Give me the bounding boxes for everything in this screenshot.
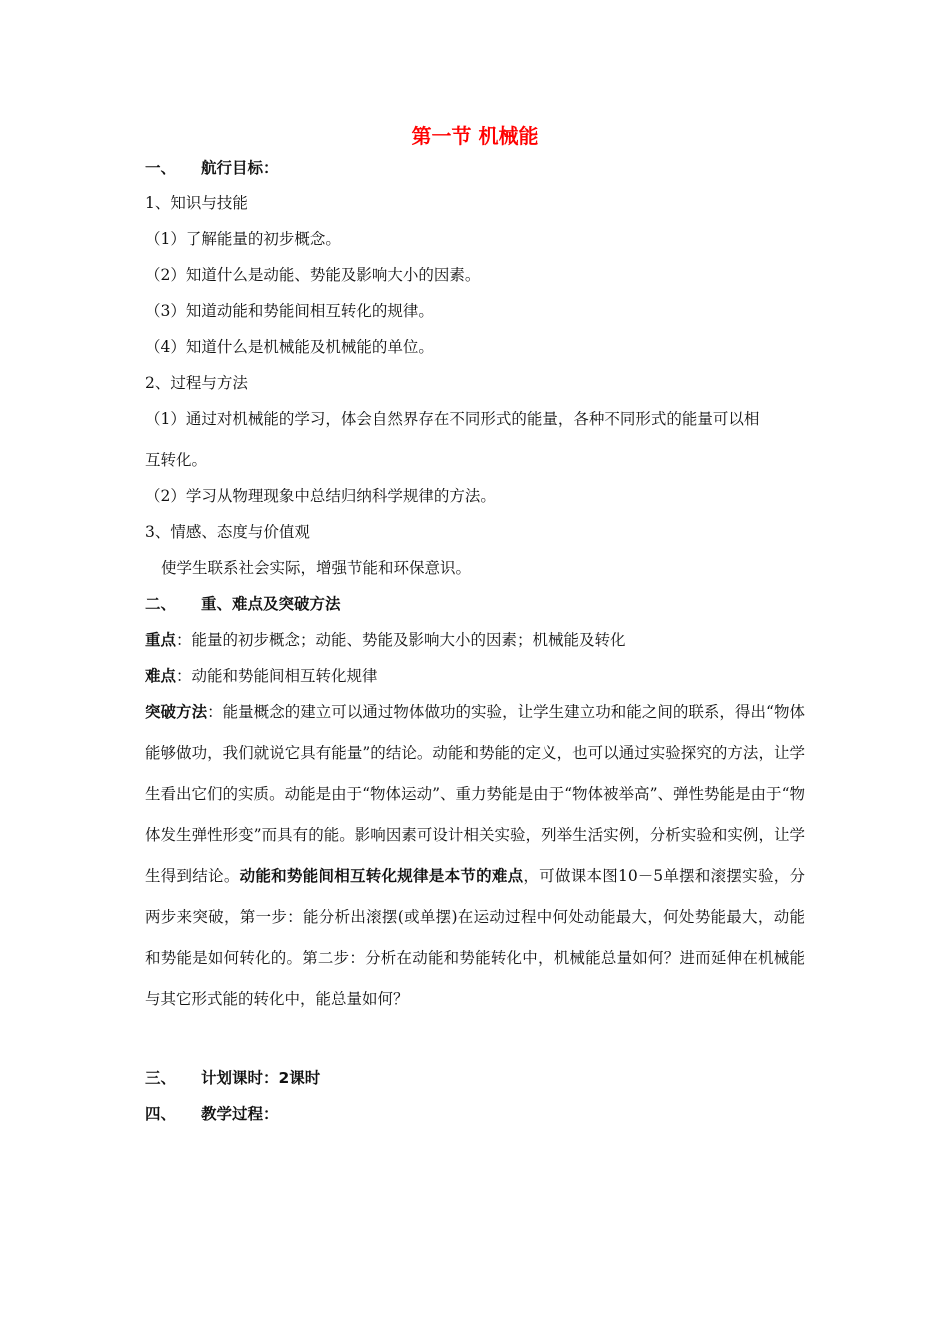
section-number: 四、 — [145, 1105, 177, 1123]
subheading-knowledge: 1、知识与技能 — [145, 194, 248, 212]
difficult-point-text: ：动能和势能间相互转化规律 — [176, 667, 378, 685]
section-number: 三、 — [145, 1069, 177, 1087]
list-item-continuation: 互转化。 — [145, 451, 208, 469]
section-label: 计划课时：2课时 — [201, 1069, 321, 1087]
method-text: ：能量概念的建立可以通过物体做功的实验，让学生建立功和能之间的联系，得出“物体能够做功，我们就说它具有能量”的结论。动能和势能的定义，也可以通过实验探究的方法，让学生看出它们的实质。动能是由于“物体运动”、重力势能是由于“物体被举高”、弹性势能是由于“物体发生弹性形变”而具有的能。影响因素可设计相关实验，列举生活实例，分析实验和实例，让学生得到结论。 — [145, 703, 805, 885]
section-label: 教学过程： — [201, 1105, 279, 1123]
section-label: 航行目标： — [201, 159, 279, 177]
key-point — [145, 630, 626, 650]
method-text-continued: ，可做课本图10－5单摆和滚摆实验，分两步来突破，第一步：能分析出滚摆(或单摆)在运动过程中何处动能最大，何处势能最大，动能和势能是如何转化的。第二步：分析在动能和势能转化中，机械能总量如何？进而延伸在机械能与其它形式能的转化中，能总量如何？ — [145, 867, 805, 1008]
list-item: （4）知道什么是机械能及机械能的单位。 — [145, 338, 434, 356]
list-item: （1）了解能量的初步概念。 — [145, 230, 341, 248]
section-number: 二、 — [145, 595, 177, 613]
list-item: （2）学习从物理现象中总结归纳科学规律的方法。 — [145, 487, 496, 505]
list-item: （2）知道什么是动能、势能及影响大小的因素。 — [145, 266, 481, 284]
section-heading-process — [145, 1104, 279, 1124]
method-label: 突破方法 — [145, 703, 208, 721]
section-number: 一、 — [145, 159, 177, 177]
list-item: （3）知道动能和势能间相互转化的规律。 — [145, 302, 434, 320]
page-title: 第一节 机械能 — [411, 124, 539, 148]
section-heading-keypoints — [145, 594, 341, 614]
section-label: 重、难点及突破方法 — [201, 595, 341, 613]
list-item: （1）通过对机械能的学习，体会自然界存在不同形式的能量，各种不同形式的能量可以相 — [145, 410, 760, 428]
subheading-attitude: 3、情感、态度与价值观 — [145, 523, 310, 541]
difficult-point — [145, 666, 378, 686]
attitude-text: 使学生联系社会实际，增强节能和环保意识。 — [161, 559, 472, 577]
method-paragraph — [145, 692, 805, 1020]
section-heading-hours — [145, 1068, 320, 1088]
subheading-process: 2、过程与方法 — [145, 374, 248, 392]
method-bold-text: 动能和势能间相互转化规律是本节的难点 — [239, 867, 524, 885]
key-point-label: 重点 — [145, 631, 177, 649]
difficult-point-label: 难点 — [145, 667, 177, 685]
section-heading-goals — [145, 158, 279, 178]
key-point-text: ：能量的初步概念；动能、势能及影响大小的因素；机械能及转化 — [176, 631, 626, 649]
